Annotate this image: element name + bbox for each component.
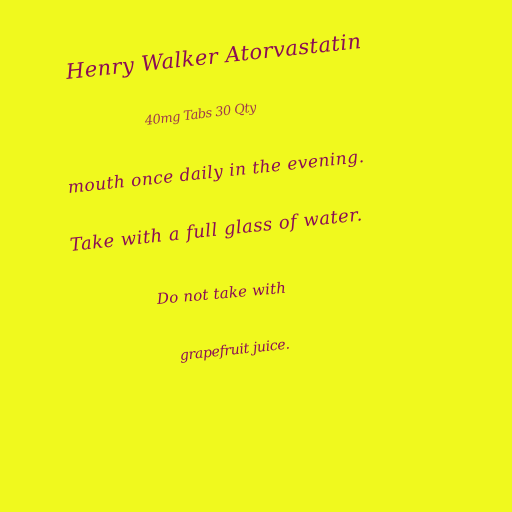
- patient-and-drug-line: Henry Walker Atorvastatin: [64, 29, 363, 84]
- instruction-line-4: grapefruit juice.: [179, 336, 291, 364]
- instruction-line-3: Do not take with: [156, 278, 287, 308]
- dosage-quantity-line: 40mg Tabs 30 Qty: [144, 100, 257, 129]
- instruction-line-2: Take with a full glass of water.: [68, 204, 364, 256]
- instruction-line-1: mouth once daily in the evening.: [66, 146, 366, 198]
